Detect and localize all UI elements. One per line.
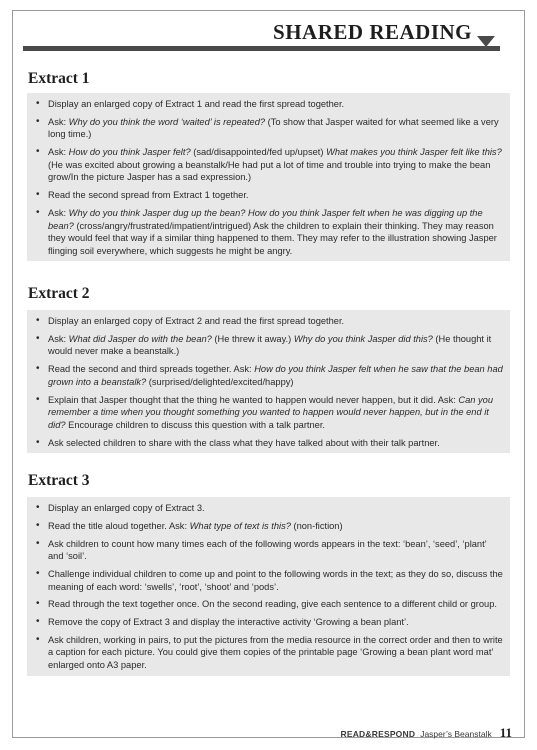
section-title-extract-1: Extract 1: [28, 70, 90, 87]
bullet-item: [35, 363, 504, 388]
bullet-text: (He was excited about growing a beanstalk/He had put a lot of time and trouble into trying to make the bean grow/In the picture Jasper has a sad expression.): [48, 159, 491, 183]
bullet-text: (cross/angry/frustrated/impatient/intrigued) Ask the children to explain their thinking. They may reason they would feel that way if a similar thing happened to them. They may refer to the illustration showing Jasper flinging soil everywhere, which suggests he might be angry.: [48, 220, 497, 256]
bullet-question-text: How do you think Jasper felt?: [68, 147, 191, 158]
bullet-text: Display an enlarged copy of Extract 3.: [48, 503, 205, 513]
bullet-text: Ask selected children to share with the class what they have talked about with their talk partner.: [48, 437, 440, 448]
section-title-extract-2: Extract 2: [28, 285, 90, 302]
page-footer: [341, 725, 512, 741]
bullet-text: Ask children to count how many times each of the following words appears in the text: ‘bean’, ‘seed’, ‘plant’ and ‘soil’.: [48, 538, 487, 562]
bullet-text: Challenge individual children to come up and point to the following words in the text; as they do so, discuss the meaning of each word: ‘swells’, ‘root’, ‘shoot’ and ‘pods’.: [48, 568, 503, 592]
bullet-item: [35, 568, 504, 593]
bullet-item: [35, 598, 504, 611]
bullet-text: Read the title aloud together. Ask:: [48, 520, 190, 531]
bullet-text: Explain that Jasper thought that the thing he wanted to happen would never happen, but it did. Ask:: [48, 394, 459, 405]
bullet-item: [35, 616, 504, 629]
bullet-item: [35, 315, 504, 328]
bullet-item: [35, 207, 504, 257]
bullet-item: [35, 634, 504, 672]
bullet-item: [35, 538, 504, 563]
bullet-question-text: What did Jasper do with the bean?: [68, 333, 212, 344]
bullet-text: Display an enlarged copy of Extract 2 and read the first spread together.: [48, 316, 345, 326]
bullet-text: (sad/disappointed/fed up/upset): [190, 147, 327, 158]
footer-brand: READ&RESPOND: [340, 729, 416, 739]
bullet-item: [35, 189, 504, 202]
bullet-text: Read through the text together once. On the second reading, give each sentence to a different child or group.: [48, 599, 497, 610]
bullet-text: Encourage children to discuss this question with a talk partner.: [65, 419, 326, 430]
bullet-item: [35, 502, 504, 515]
section-box-extract-3: [27, 497, 510, 676]
bullet-item: [35, 437, 504, 450]
page-title: SHARED READING: [273, 20, 472, 44]
bullet-text: Ask:: [48, 116, 69, 127]
bullet-item: [35, 520, 504, 533]
bullet-question-text: What makes you think Jasper felt like this?: [326, 147, 502, 158]
bullet-list: [35, 315, 504, 449]
header-arrow-icon: [477, 36, 495, 47]
bullet-text: Remove the copy of Extract 3 and display the interactive activity ‘Growing a bean plant’.: [48, 617, 409, 628]
bullet-question-text: Why do you think Jasper dug up the bean? How do you think Jasper felt when he was digging up the bean?: [48, 207, 483, 231]
bullet-text: Ask:: [48, 207, 69, 218]
bullet-question-text: What type of text is this?: [189, 520, 291, 531]
bullet-text: (non-fiction): [290, 520, 343, 531]
bullet-item: [35, 116, 504, 141]
bullet-item: [35, 394, 504, 432]
header-rule: [23, 46, 500, 51]
bullet-text: (He threw it away.): [211, 333, 294, 344]
bullet-text: Read the second and third spreads together. Ask:: [48, 364, 255, 375]
bullet-item: [35, 333, 504, 358]
bullet-question-text: Why do you think the word ‘waited’ is repeated?: [68, 116, 266, 127]
bullet-item: [35, 98, 504, 111]
section-box-extract-2: [27, 310, 510, 453]
bullet-question-text: How do you think Jasper felt when he saw that the bean had grown into a beanstalk?: [48, 364, 503, 387]
bullet-text: Ask children, working in pairs, to put the pictures from the media resource in the correct order and then to write a caption for each picture. You could give them copies of the printable page ‘Growing a bean plant word mat’ enlarged onto A3 paper.: [48, 634, 503, 671]
bullet-text: Ask:: [48, 333, 69, 344]
page-number: 11: [499, 725, 512, 740]
bullet-list: [35, 502, 504, 672]
bullet-item: [35, 146, 504, 184]
bullet-text: (To show that Jasper waited for what seemed like a very long time.): [48, 116, 499, 140]
bullet-question-text: Why do you think Jasper did this?: [293, 333, 433, 344]
bullet-text: Display an enlarged copy of Extract 1 and read the first spread together.: [48, 99, 345, 109]
bullet-text: (He thought it would never make a beanstalk.): [48, 333, 492, 357]
bullet-question-text: Can you remember a time when you thought something you wanted to happen would never happen, but in the end it did?: [48, 394, 494, 430]
bullet-list: [35, 98, 504, 257]
section-box-extract-1: [27, 93, 510, 261]
section-title-extract-3: Extract 3: [28, 472, 90, 489]
bullet-text: (surprised/delighted/excited/happy): [146, 376, 294, 387]
page-header: [13, 11, 524, 51]
bullet-text: Ask:: [48, 147, 69, 158]
bullet-text: Read the second spread from Extract 1 together.: [48, 190, 249, 201]
footer-book-title: Jasper’s Beanstalk: [420, 729, 492, 739]
